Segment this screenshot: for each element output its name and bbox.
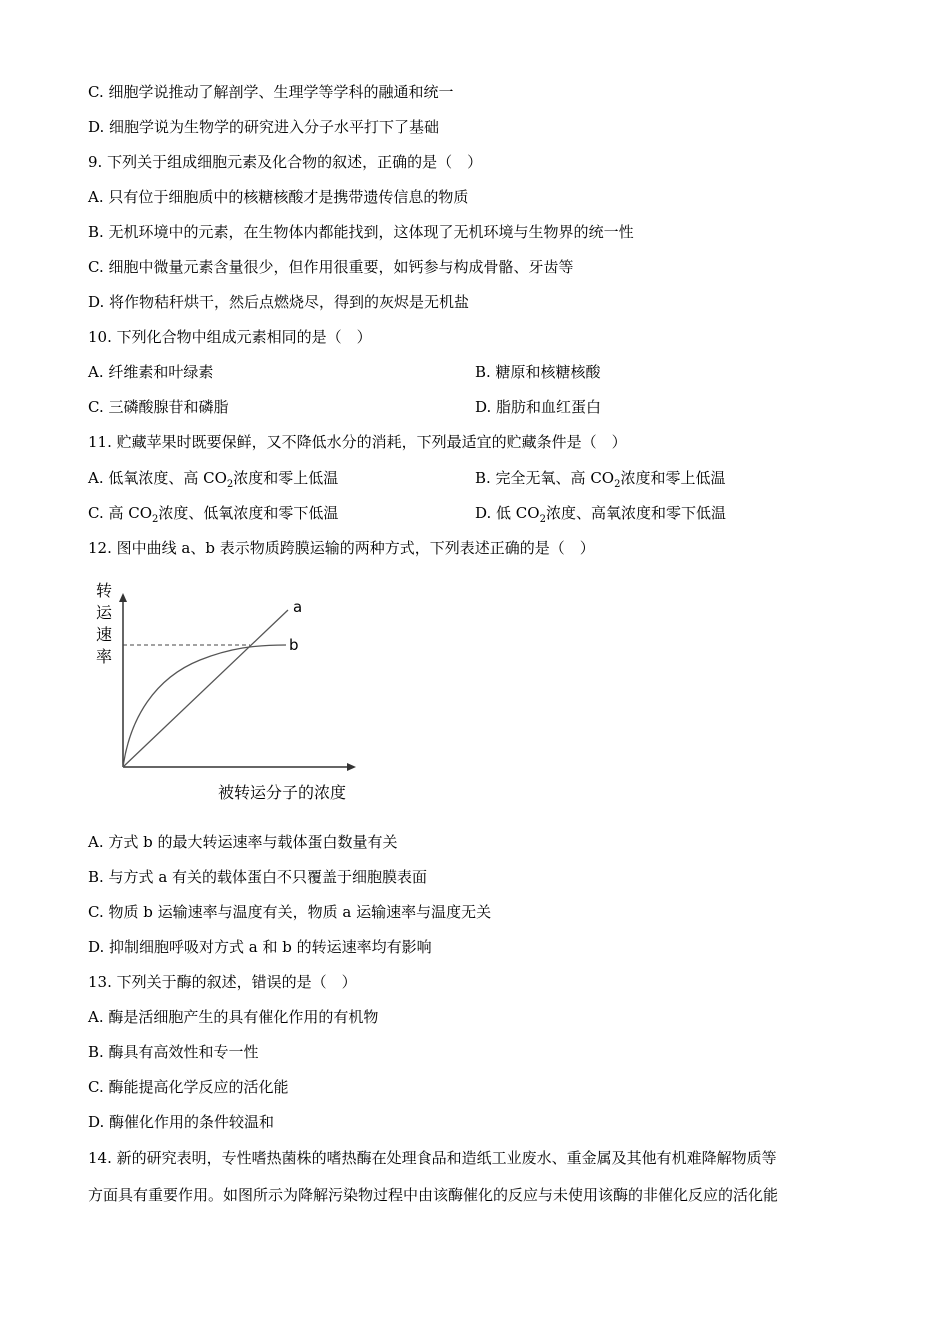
q9-option-c: C. 细胞中微量元素含量很少，但作用很重要，如钙参与构成骨骼、牙齿等 <box>88 258 574 276</box>
curve-a <box>123 610 288 767</box>
y-label-char: 率 <box>95 647 113 666</box>
y-axis-arrow <box>119 593 127 602</box>
q10-stem: 10. 下列化合物中组成元素相同的是（ ） <box>88 328 372 346</box>
prev-option-c: C. 细胞学说推动了解剖学、生理学等学科的融通和统一 <box>88 83 454 101</box>
q12-option-d: D. 抑制细胞呼吸对方式 a 和 b 的转运速率均有影响 <box>88 938 432 956</box>
curve-b-label: b <box>289 636 299 654</box>
q12-stem: 12. 图中曲线 a、b 表示物质跨膜运输的两种方式，下列表述正确的是（ ） <box>88 539 595 557</box>
prev-option-d: D. 细胞学说为生物学的研究进入分子水平打下了基础 <box>88 118 440 136</box>
q9-stem: 9. 下列关于组成细胞元素及化合物的叙述，正确的是（ ） <box>88 153 483 171</box>
q11-stem: 11. 贮藏苹果时既要保鲜，又不降低水分的消耗，下列最适宜的贮藏条件是（ ） <box>88 433 627 451</box>
q10-option-b: B. 糖原和核糖核酸 <box>475 363 601 381</box>
q9-option-b: B. 无机环境中的元素，在生物体内都能找到，这体现了无机环境与生物界的统一性 <box>88 223 634 241</box>
y-label-char: 速 <box>95 625 113 644</box>
q10-option-d: D. 脂肪和血红蛋白 <box>475 398 602 416</box>
x-axis-arrow <box>347 763 356 771</box>
q12-option-b: B. 与方式 a 有关的载体蛋白不只覆盖于细胞膜表面 <box>88 868 428 886</box>
x-axis-label: 被转运分子的浓度 <box>217 783 347 802</box>
q12-option-c: C. 物质 b 运输速率与温度有关，物质 a 运输速率与温度无关 <box>88 903 492 921</box>
q13-option-c: C. 酶能提高化学反应的活化能 <box>88 1078 289 1096</box>
q9-option-d: D. 将作物秸秆烘干，然后点燃烧尽，得到的灰烬是无机盐 <box>88 293 470 311</box>
q11-option-a: A. 低氧浓度、高 $CO_2$浓度和零上低温 <box>88 469 339 490</box>
q11-option-c: C. 高 $CO_2$浓度、低氧浓度和零下低温 <box>88 504 339 525</box>
y-label-char: 运 <box>95 603 113 622</box>
y-label-char: 转 <box>95 581 113 600</box>
curve-a-label: a <box>293 598 303 616</box>
q11-option-d: D. 低 $CO_2$浓度、高氧浓度和零下低温 <box>475 504 726 525</box>
q13-option-d: D. 酶催化作用的条件较温和 <box>88 1113 275 1131</box>
q13-stem: 13. 下列关于酶的叙述，错误的是（ ） <box>88 973 357 991</box>
q14-line-1: 14. 新的研究表明，专性嗜热菌株的嗜热酶在处理食品和造纸工业废水、重金属及其他有机难降解物质等 <box>88 1149 777 1167</box>
q11-option-b: B. 完全无氧、高 $CO_2$浓度和零上低温 <box>475 469 726 490</box>
q10-option-a: A. 纤维素和叶绿素 <box>88 363 214 381</box>
q13-option-b: B. 酶具有高效性和专一性 <box>88 1043 259 1061</box>
curve-b <box>123 645 286 767</box>
q12-option-a: A. 方式 b 的最大转运速率与载体蛋白数量有关 <box>88 833 398 851</box>
q13-option-a: A. 酶是活细胞产生的具有催化作用的有机物 <box>88 1008 379 1026</box>
transport-rate-figure <box>90 578 370 810</box>
q10-option-c: C. 三磷酸腺苷和磷脂 <box>88 398 229 416</box>
q9-option-a: A. 只有位于细胞质中的核糖核酸才是携带遗传信息的物质 <box>88 188 469 206</box>
q14-line-2: 方面具有重要作用。如图所示为降解污染物过程中由该酶催化的反应与未使用该酶的非催化反应的活化能 <box>88 1186 779 1204</box>
